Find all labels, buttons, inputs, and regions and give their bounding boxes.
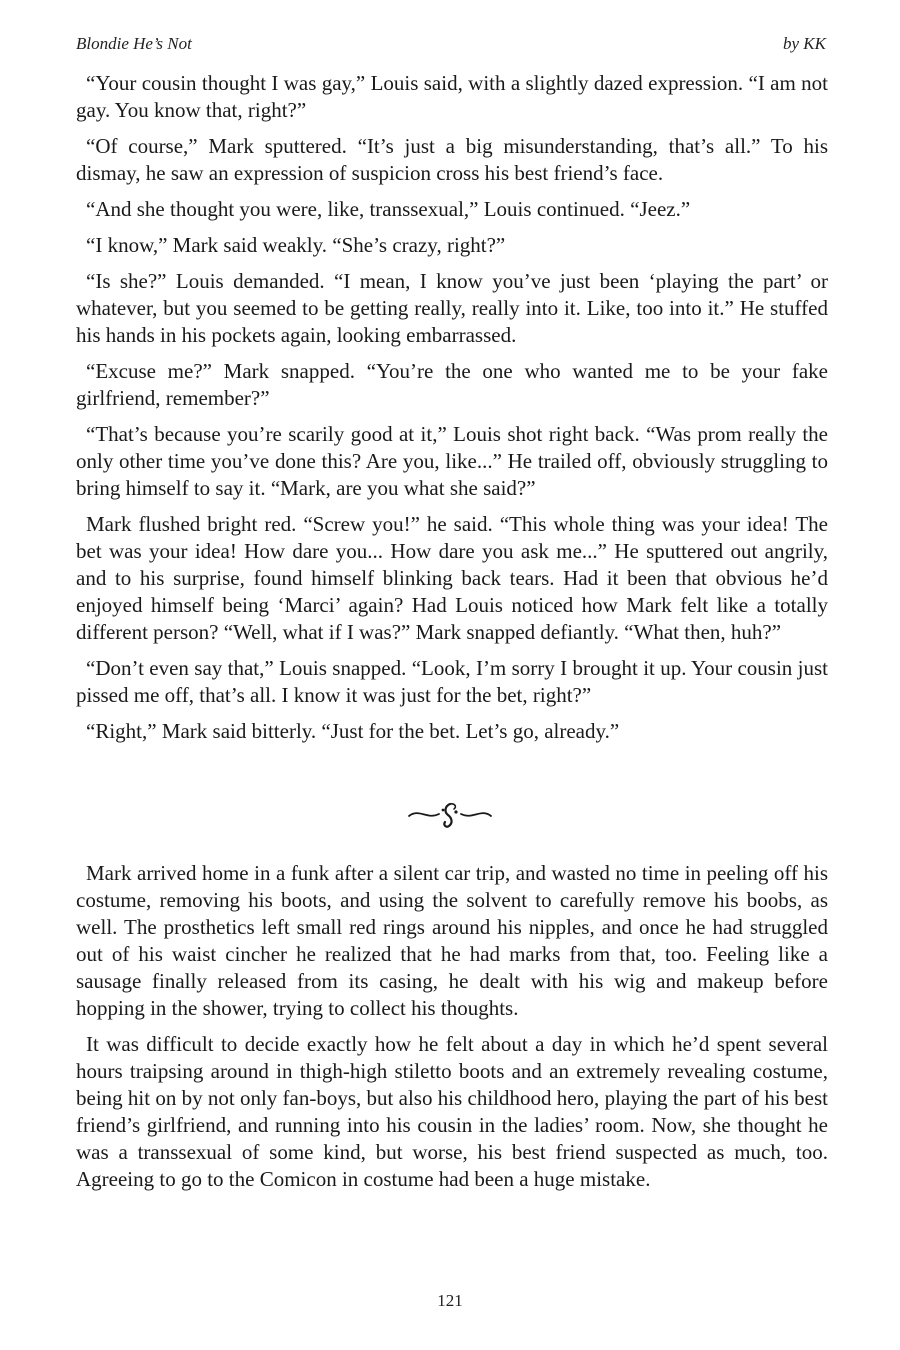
paragraph: Mark arrived home in a funk after a silent car trip, and wasted no time in peeling off his costume, removing his boots, and using the solvent to carefully remove his boobs, as well. The prosthetics left small red rings around his nipples, and once he had struggled out of his waist cincher he realized that he had marks from that, too. Feeling like a sausage finally released from its casing, he dealt with his wig and makeup before hopping in the shower, trying to collect his thoughts. — [76, 861, 828, 1020]
dialogue-section — [76, 70, 828, 754]
author-name: by KK — [783, 34, 826, 53]
paragraph: “That’s because you’re scarily good at it,” Louis shot right back. “Was prom really the only other time you’ve done this? Are you, like...” He trailed off, obviously struggling to bring himself to say it. “Mark, are you what she said?” — [76, 422, 828, 500]
paragraph: “Is she?” Louis demanded. “I mean, I know you’ve just been ‘playing the part’ or whatever, but you seemed to be getting really, really into it. Like, too into it.” He stuffed his hands in his pockets again, looking embarrassed. — [76, 269, 828, 347]
paragraph: “Don’t even say that,” Louis snapped. “Look, I’m sorry I brought it up. Your cousin just pissed me off, that’s all. I know it was just for the bet, right?” — [76, 656, 828, 707]
book-title: Blondie He’s Not — [76, 34, 192, 53]
running-header — [76, 34, 826, 58]
section-break-ornament — [0, 798, 900, 834]
paragraph: It was difficult to decide exactly how he felt about a day in which he’d spent several hours traipsing around in thigh-high stiletto boots and an extremely revealing costume, being hit on by not only fan-boys, but also his childhood hero, playing the part of his best friend’s girlfriend, and running into his cousin in the ladies’ room. Now, she thought he was a transsexual of some kind, but worse, his best friend suspected as much, too. Agreeing to go to the Comicon in costume had been a huge mistake. — [76, 1032, 828, 1191]
paragraph: “I know,” Mark said weakly. “She’s crazy, right?” — [86, 233, 506, 257]
paragraph: “Your cousin thought I was gay,” Louis said, with a slightly dazed expression. “I am not gay. You know that, right?” — [76, 71, 828, 122]
narrative-section — [76, 860, 828, 1202]
paragraph: Mark flushed bright red. “Screw you!” he said. “This whole thing was your idea! The bet was your idea! How dare you... How dare you ask me...” He sputtered out angrily, and to his surprise, found himself blinking back tears. Had it been that obvious he’d enjoyed himself being ‘Marci’ again? Had Louis noticed how Mark felt like a totally different person? “Well, what if I was?” Mark snapped defiantly. “What then, huh?” — [76, 512, 828, 644]
flourish-icon — [405, 798, 495, 830]
paragraph: “Excuse me?” Mark snapped. “You’re the one who wanted me to be your fake girlfriend, remember?” — [76, 359, 828, 410]
paragraph: “And she thought you were, like, transsexual,” Louis continued. “Jeez.” — [86, 197, 691, 221]
paragraph: “Right,” Mark said bitterly. “Just for the bet. Let’s go, already.” — [86, 719, 620, 743]
paragraph: “Of course,” Mark sputtered. “It’s just a big misunderstanding, that’s all.” To his dismay, he saw an expression of suspicion cross his best friend’s face. — [76, 134, 828, 185]
page-number: 121 — [437, 1291, 463, 1310]
